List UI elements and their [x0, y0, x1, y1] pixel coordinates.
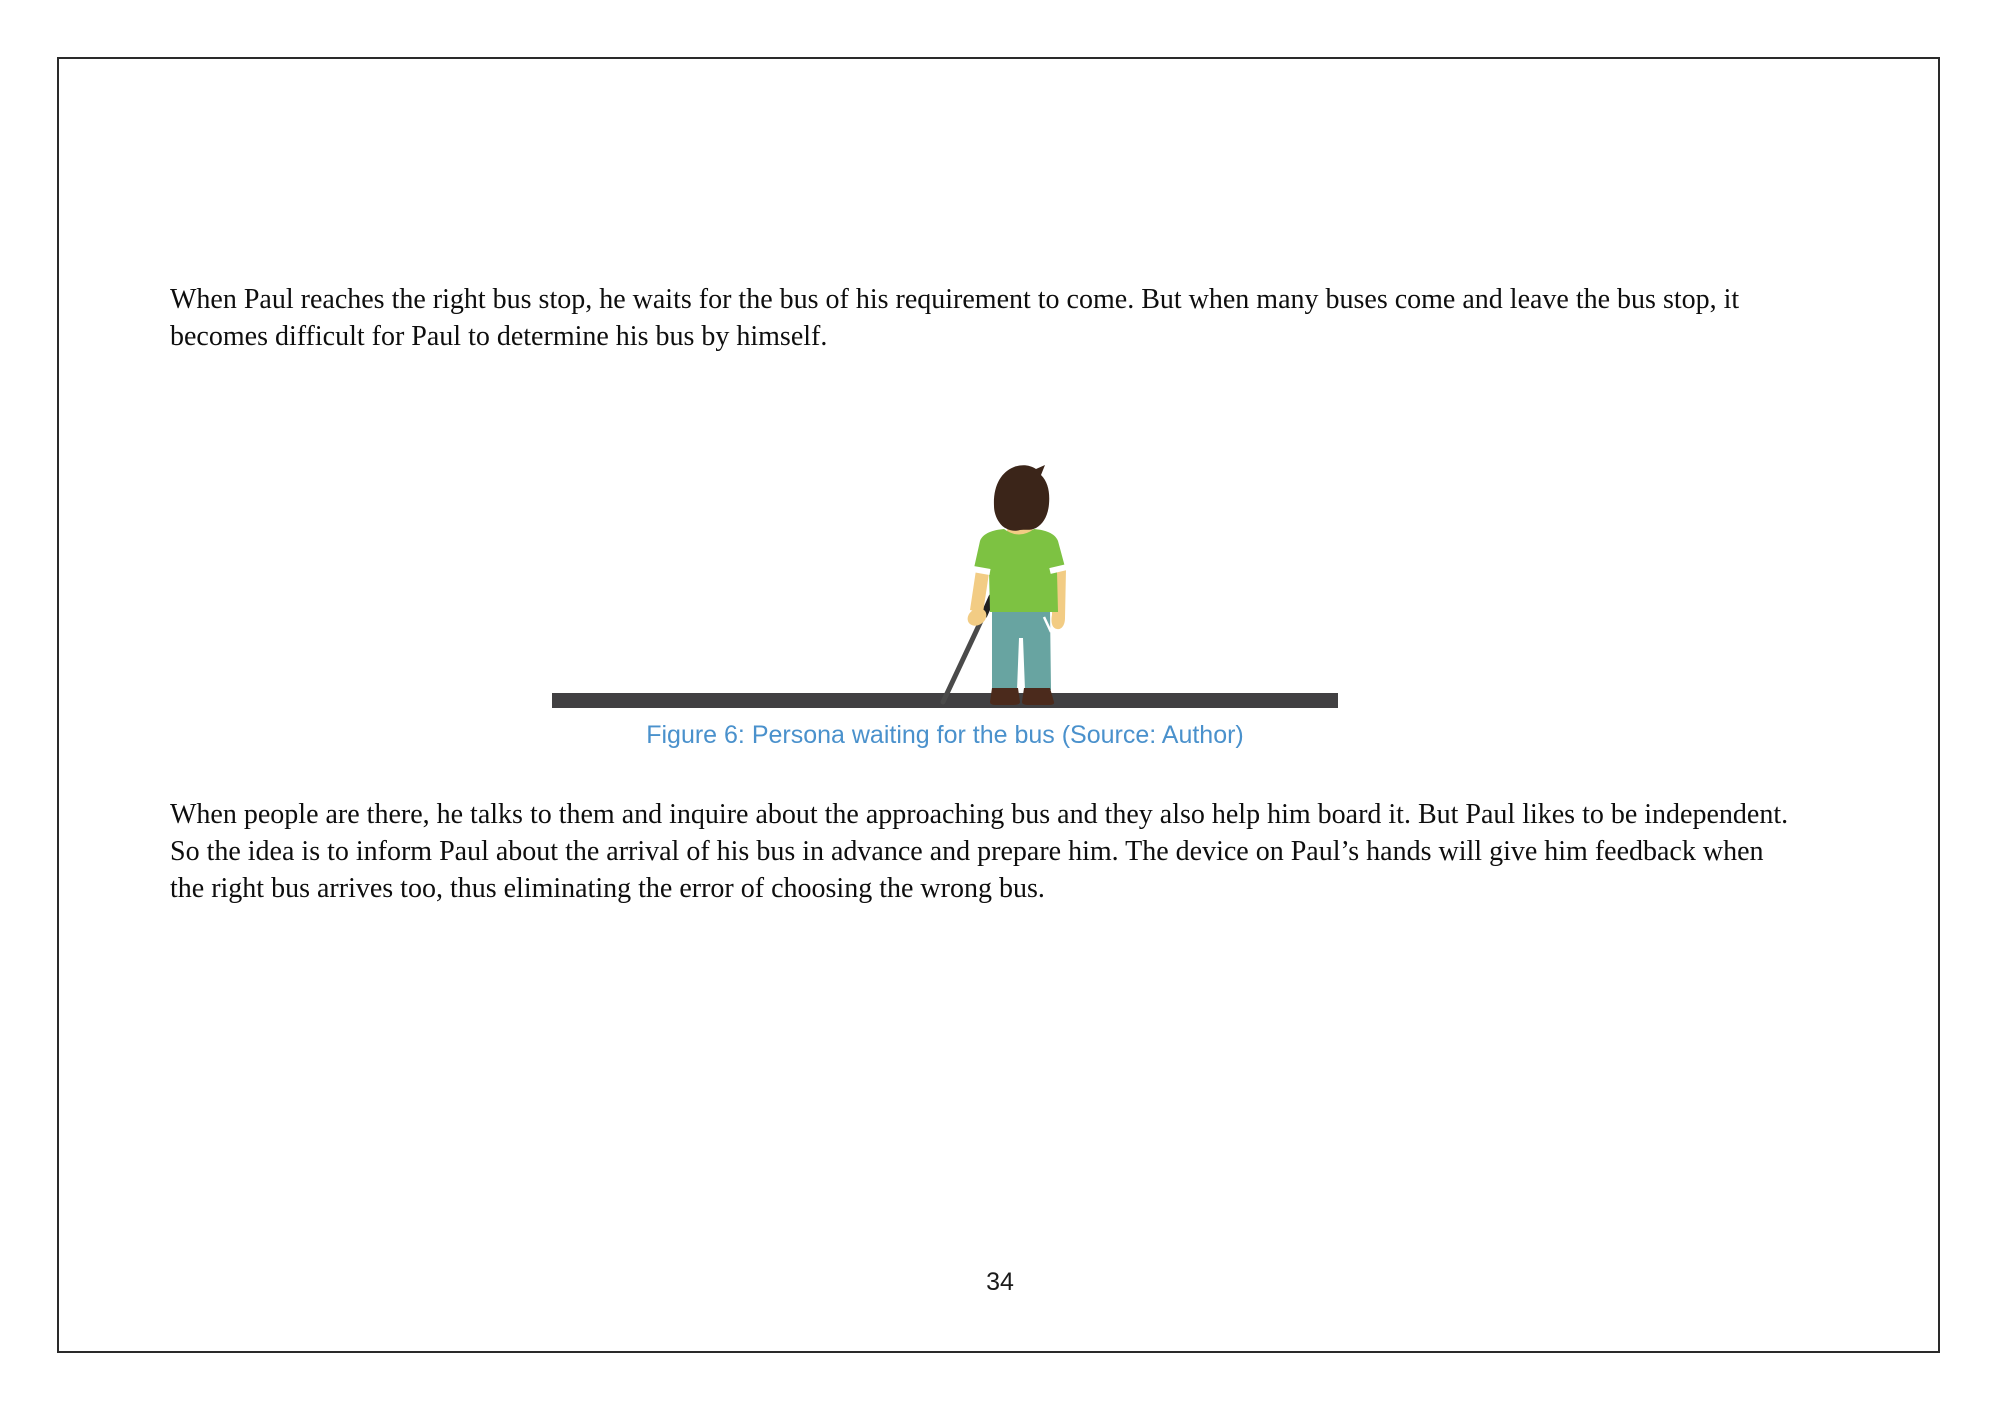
person-right-shoe: [1022, 688, 1054, 705]
person-left-shoe: [990, 688, 1020, 705]
persona-waiting-illustration: [552, 460, 1338, 710]
paragraph-2: [170, 796, 1870, 907]
page-number: 34: [986, 1268, 1014, 1296]
person-pants: [992, 610, 1051, 690]
figure-illustration: [552, 460, 1338, 710]
person-hair: [994, 465, 1049, 531]
left-sleeve-trim: [973, 569, 990, 572]
paragraph-2-line-2: So the idea is to inform Paul about the arrival of his bus in advance and prepare him. The device on Paul’s hands will give him feedback when: [170, 836, 1764, 867]
paragraph-1: [170, 281, 1870, 355]
paragraph-1-line-1: When Paul reaches the right bus stop, he waits for the bus of his requirement to come. But when many buses come and leave the bus stop, it: [170, 284, 1740, 315]
paragraph-2-line-1: When people are there, he talks to them and inquire about the approaching bus and they also help him board it. But Paul likes to be independent.: [170, 799, 1789, 830]
right-sleeve-trim: [1050, 567, 1067, 571]
figure-caption: Figure 6: Persona waiting for the bus (Source: Author): [646, 721, 1244, 749]
paragraph-1-line-2: becomes difficult for Paul to determine his bus by himself.: [170, 321, 828, 352]
paragraph-2-line-3: the right bus arrives too, thus eliminating the error of choosing the wrong bus.: [170, 873, 1045, 904]
